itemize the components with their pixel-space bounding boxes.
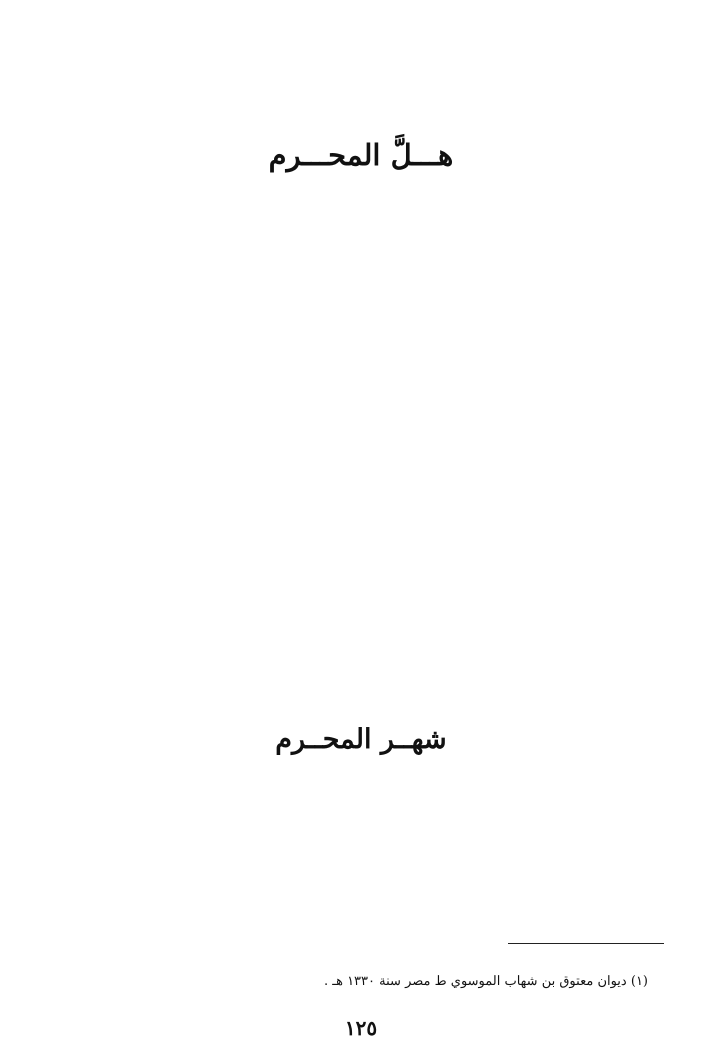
poem-title: هـــلَّ المحـــرم [268,138,454,172]
page-number: ١٢٥ [344,1016,378,1040]
footnote-divider [508,943,664,944]
poem-title: شهــر المحــرم [275,724,447,755]
footnote: (١) ديوان معتوق بن شهاب الموسوي ط مصر سنة ١٣٣٠ هـ . [324,974,648,989]
